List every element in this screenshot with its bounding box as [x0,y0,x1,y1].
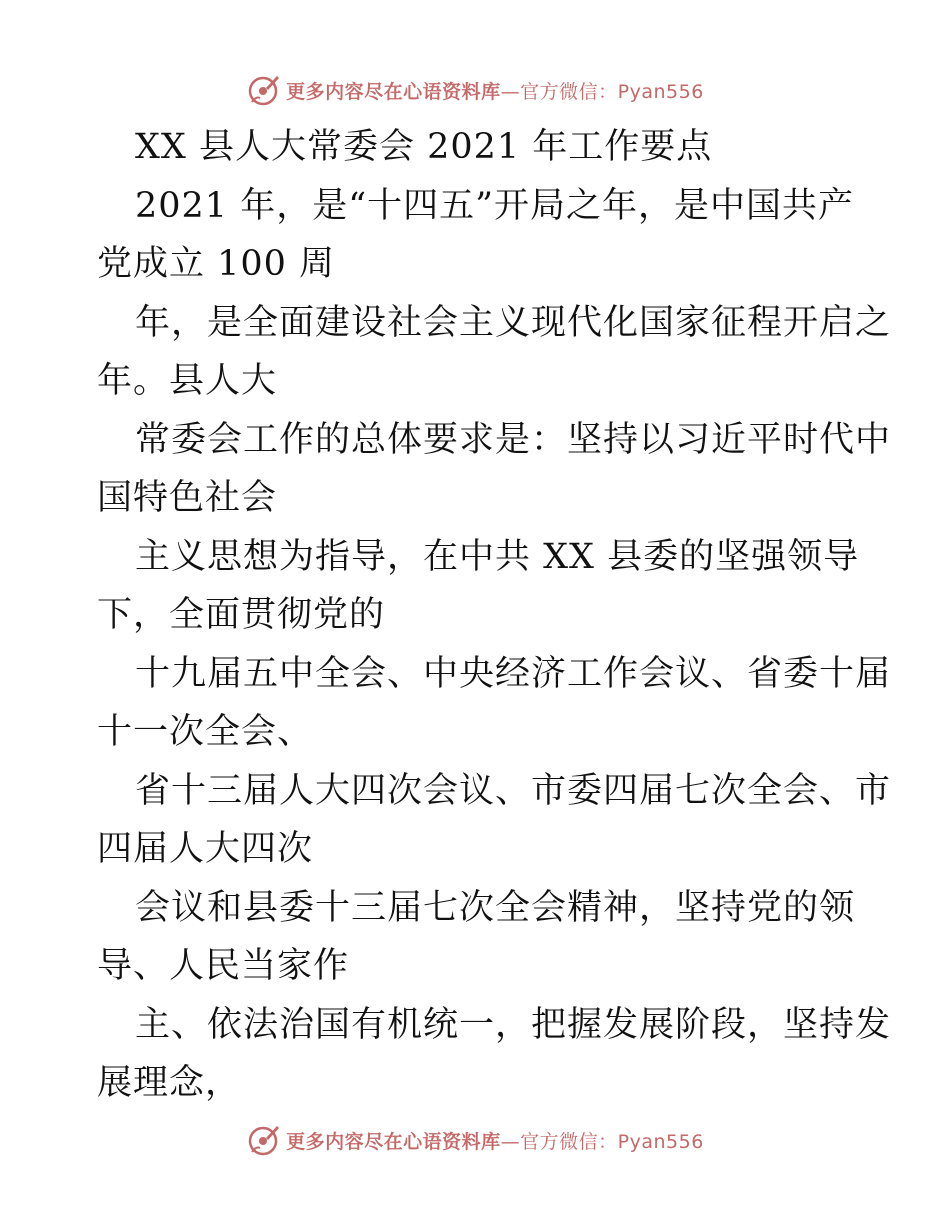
text-line: 党成立 100 周 [97,244,336,284]
header-watermark [0,72,950,108]
text-line: 国特色社会 [97,478,278,518]
text-line: 主、依法治国有机统一，把握发展阶段，坚持发 [135,1004,892,1045]
text-line: 省十三届人大四次会议、市委四届七次全会、市 [135,770,892,811]
document-body [97,118,892,1113]
pen-logo-icon [246,72,282,108]
document-title: XX 县人大常委会 2021 年工作要点 [135,127,713,167]
text-line: 年，是全面建设社会主义现代化国家征程开启之 [135,302,892,343]
text-line: 年。县人大 [97,361,278,401]
text-line: 展理念， [97,1063,242,1103]
text-line: 十九届五中全会、中央经济工作会议、省委十届 [135,653,892,694]
pen-logo-icon [246,1122,282,1158]
text-line: 十一次全会、 [97,712,314,752]
watermark-text: 更多内容尽在心语资料库—官方微信：Pyan556 [286,1130,704,1153]
text-line: 主义思想为指导，在中共 XX 县委的坚强领导 [135,536,860,577]
text-line: 2021 年，是“十四五”开局之年，是中国共产 [135,185,854,226]
watermark-text: 更多内容尽在心语资料库—官方微信：Pyan556 [286,80,704,103]
text-line: 会议和县委十三届七次全会精神，坚持党的领 [135,887,856,928]
footer-watermark [0,1122,950,1158]
text-line: 下，全面贯彻党的 [97,595,386,635]
text-line: 常委会工作的总体要求是：坚持以习近平时代中 [135,419,892,460]
text-line: 四届人大四次 [97,829,314,869]
text-line: 导、人民当家作 [97,946,350,986]
